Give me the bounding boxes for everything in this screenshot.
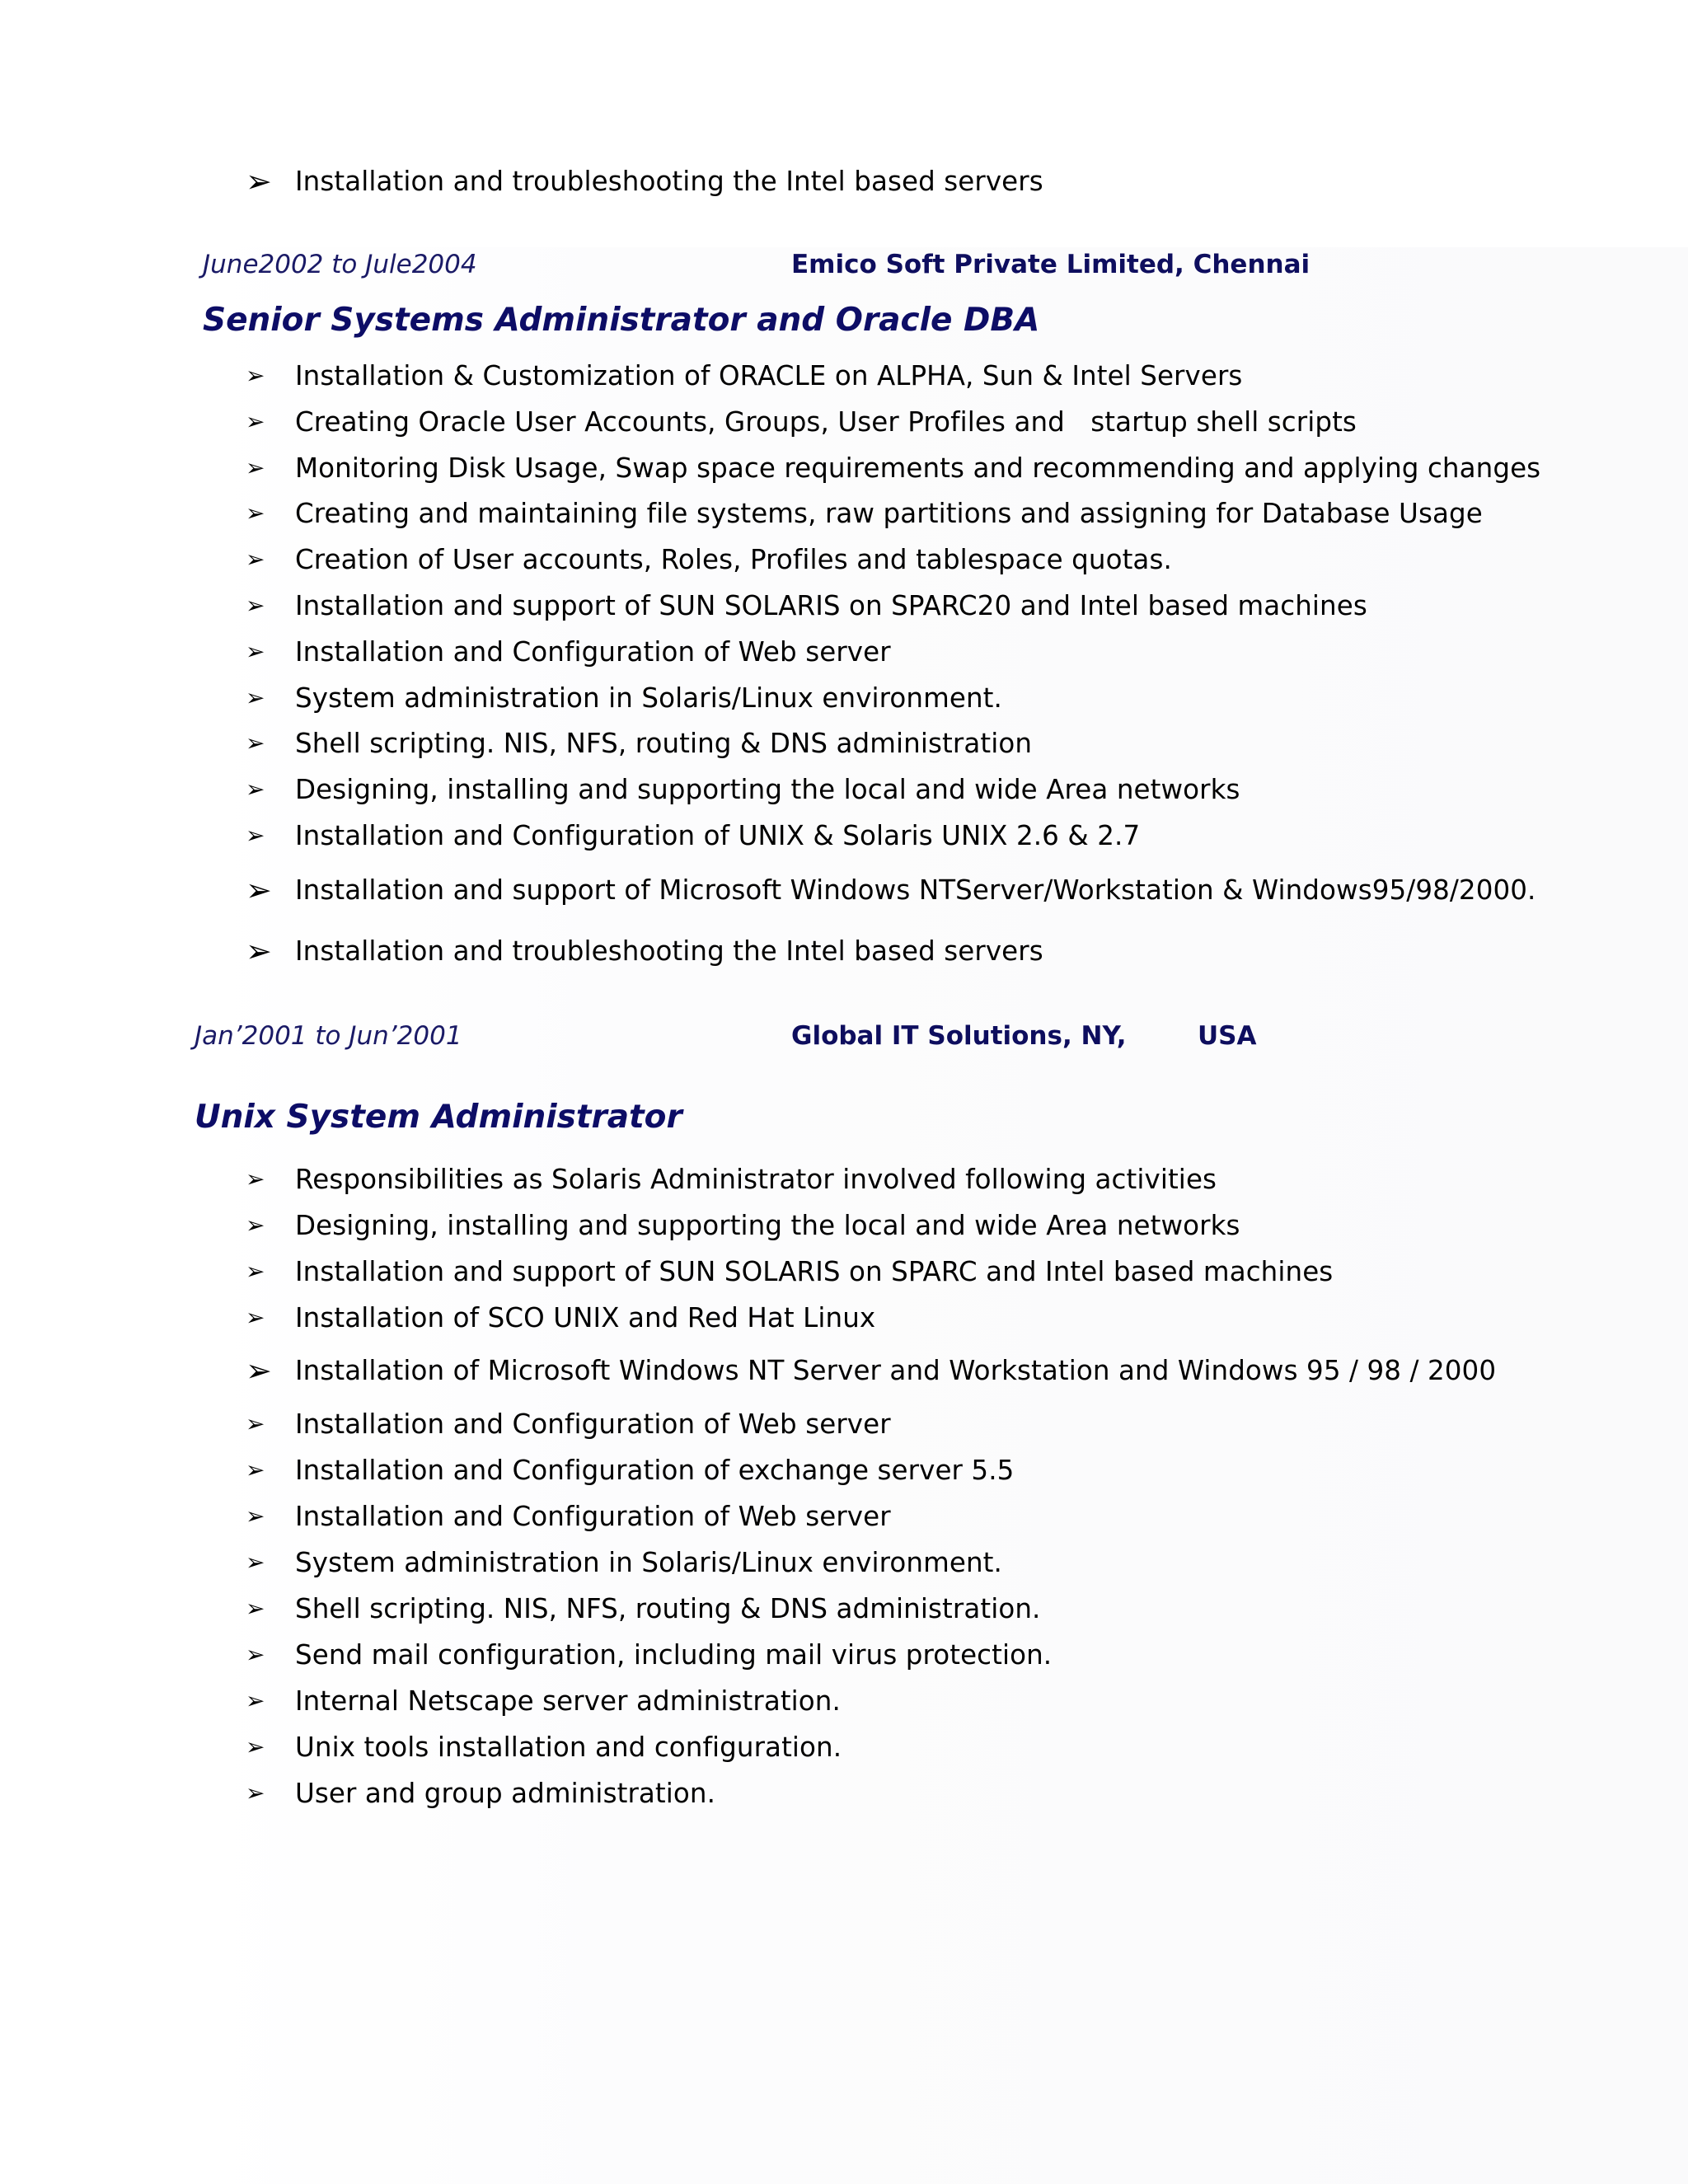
bullet-text: Installation and Configuration of UNIX & Solaris UNIX 2.6 & 2.7: [295, 820, 1141, 851]
bullet-text: System administration in Solaris/Linux environment.: [295, 1547, 1002, 1578]
bullet-text: Installation of SCO UNIX and Red Hat Linux: [295, 1302, 876, 1333]
arrow-bullet-icon: ➢: [246, 499, 265, 527]
list-item: [246, 1773, 715, 1814]
bullet-text: Installation and Configuration of Web server: [295, 1408, 891, 1440]
list-item: [246, 355, 1242, 396]
arrow-bullet-icon: ➢: [246, 163, 272, 199]
list-item: [246, 631, 891, 673]
list-item: [246, 1350, 1496, 1391]
list-item: [246, 401, 1357, 443]
list-item: [246, 869, 1536, 911]
arrow-bullet-icon: ➢: [246, 1165, 265, 1193]
arrow-bullet-icon: ➢: [246, 822, 265, 849]
bullet-text: Creation of User accounts, Roles, Profiles and tablespace quotas.: [295, 544, 1172, 575]
list-item: [246, 1205, 1240, 1246]
arrow-bullet-icon: ➢: [246, 1304, 265, 1331]
arrow-bullet-icon: ➢: [246, 1410, 265, 1437]
list-item: [246, 539, 1172, 580]
list-item: [246, 815, 1140, 856]
bullet-text: Shell scripting. NIS, NFS, routing & DNS administration: [295, 728, 1033, 759]
arrow-bullet-icon: ➢: [246, 408, 265, 435]
list-item: [246, 723, 1032, 764]
arrow-bullet-icon: ➢: [246, 1687, 265, 1714]
arrow-bullet-icon: ➢: [246, 362, 265, 389]
bullet-text: Internal Netscape server administration.: [295, 1685, 841, 1717]
arrow-bullet-icon: ➢: [246, 776, 265, 803]
list-item: [246, 1542, 1002, 1583]
job-company-country: USA: [1198, 1021, 1257, 1051]
arrow-bullet-icon: ➢: [246, 1779, 265, 1807]
list-item: [246, 1588, 1040, 1629]
bullet-text: Creating and maintaining file systems, raw partitions and assigning for Database Usage: [295, 498, 1483, 529]
bullet-text: Designing, installing and supporting the local and wide Area networks: [295, 1210, 1240, 1241]
bullet-text: Send mail configuration, including mail virus protection.: [295, 1639, 1053, 1671]
arrow-bullet-icon: ➢: [246, 1549, 265, 1576]
list-item: [246, 1297, 875, 1338]
job-title: Unix System Administrator: [195, 1099, 682, 1136]
arrow-bullet-icon: ➢: [246, 1733, 265, 1760]
list-item: [246, 1496, 891, 1537]
list-item: [246, 1404, 891, 1445]
bullet-text: Installation and Configuration of Web server: [295, 636, 891, 668]
list-item: [246, 448, 1540, 489]
bullet-text: Creating Oracle User Accounts, Groups, User Profiles and startup shell scripts: [295, 406, 1357, 438]
list-item: [246, 1450, 1014, 1491]
list-item: [246, 930, 1043, 972]
list-item: [246, 769, 1240, 810]
bullet-text: Unix tools installation and configuration.: [295, 1732, 842, 1763]
bullet-text: Installation and support of SUN SOLARIS on SPARC and Intel based machines: [295, 1256, 1334, 1287]
bullet-text: Installation of Microsoft Windows NT Server and Workstation and Windows 95 / 98 / 2000: [295, 1355, 1497, 1386]
bullet-text: Installation and Configuration of Web server: [295, 1501, 891, 1532]
list-item: [246, 1634, 1052, 1675]
bullet-text: Installation and troubleshooting the Intel based servers: [295, 935, 1043, 967]
arrow-bullet-icon: ➢: [246, 546, 265, 573]
list-item: [246, 1159, 1217, 1200]
list-item: [246, 493, 1483, 534]
arrow-bullet-icon: ➢: [246, 638, 265, 665]
bullet-text: Shell scripting. NIS, NFS, routing & DNS administration.: [295, 1593, 1041, 1624]
arrow-bullet-icon: ➢: [246, 1352, 272, 1389]
list-item: [246, 585, 1367, 626]
list-item: [246, 1727, 842, 1768]
job-company: Global IT Solutions, NY,: [791, 1021, 1127, 1051]
arrow-bullet-icon: ➢: [246, 1212, 265, 1239]
bullet-text: Installation and support of Microsoft Windows NTServer/Workstation & Windows95/98/2000.: [295, 874, 1536, 906]
bullet-text: Monitoring Disk Usage, Swap space requirements and recommending and applying changes: [295, 452, 1541, 484]
bullet-text: Installation and Configuration of exchange server 5.5: [295, 1455, 1015, 1486]
list-item: [246, 677, 1002, 719]
arrow-bullet-icon: ➢: [246, 933, 272, 969]
arrow-bullet-icon: ➢: [246, 1641, 265, 1668]
bullet-text: User and group administration.: [295, 1778, 716, 1809]
list-item: [246, 1251, 1333, 1292]
list-item: [246, 161, 1043, 202]
bullet-text: Installation & Customization of ORACLE on ALPHA, Sun & Intel Servers: [295, 360, 1243, 391]
bullet-text: Installation and troubleshooting the Intel based servers: [295, 166, 1043, 197]
arrow-bullet-icon: ➢: [246, 729, 265, 757]
bullet-text: System administration in Solaris/Linux environment.: [295, 682, 1002, 714]
job-date: Jan’2001 to Jun’2001: [195, 1021, 462, 1051]
job-title: Senior Systems Administrator and Oracle DBA: [203, 302, 1040, 339]
arrow-bullet-icon: ➢: [246, 684, 265, 711]
arrow-bullet-icon: ➢: [246, 1595, 265, 1622]
arrow-bullet-icon: ➢: [246, 1456, 265, 1483]
list-item: [246, 1680, 841, 1722]
arrow-bullet-icon: ➢: [246, 1502, 265, 1530]
job-date: June2002 to Jule2004: [203, 250, 477, 279]
bullet-text: Installation and support of SUN SOLARIS on SPARC20 and Intel based machines: [295, 590, 1367, 621]
arrow-bullet-icon: ➢: [246, 1258, 265, 1285]
bullet-text: Responsibilities as Solaris Administrator involved following activities: [295, 1164, 1217, 1195]
arrow-bullet-icon: ➢: [246, 454, 265, 481]
arrow-bullet-icon: ➢: [246, 872, 272, 908]
arrow-bullet-icon: ➢: [246, 592, 265, 619]
job-company: Emico Soft Private Limited, Chennai: [791, 250, 1311, 279]
bullet-text: Designing, installing and supporting the local and wide Area networks: [295, 774, 1240, 805]
